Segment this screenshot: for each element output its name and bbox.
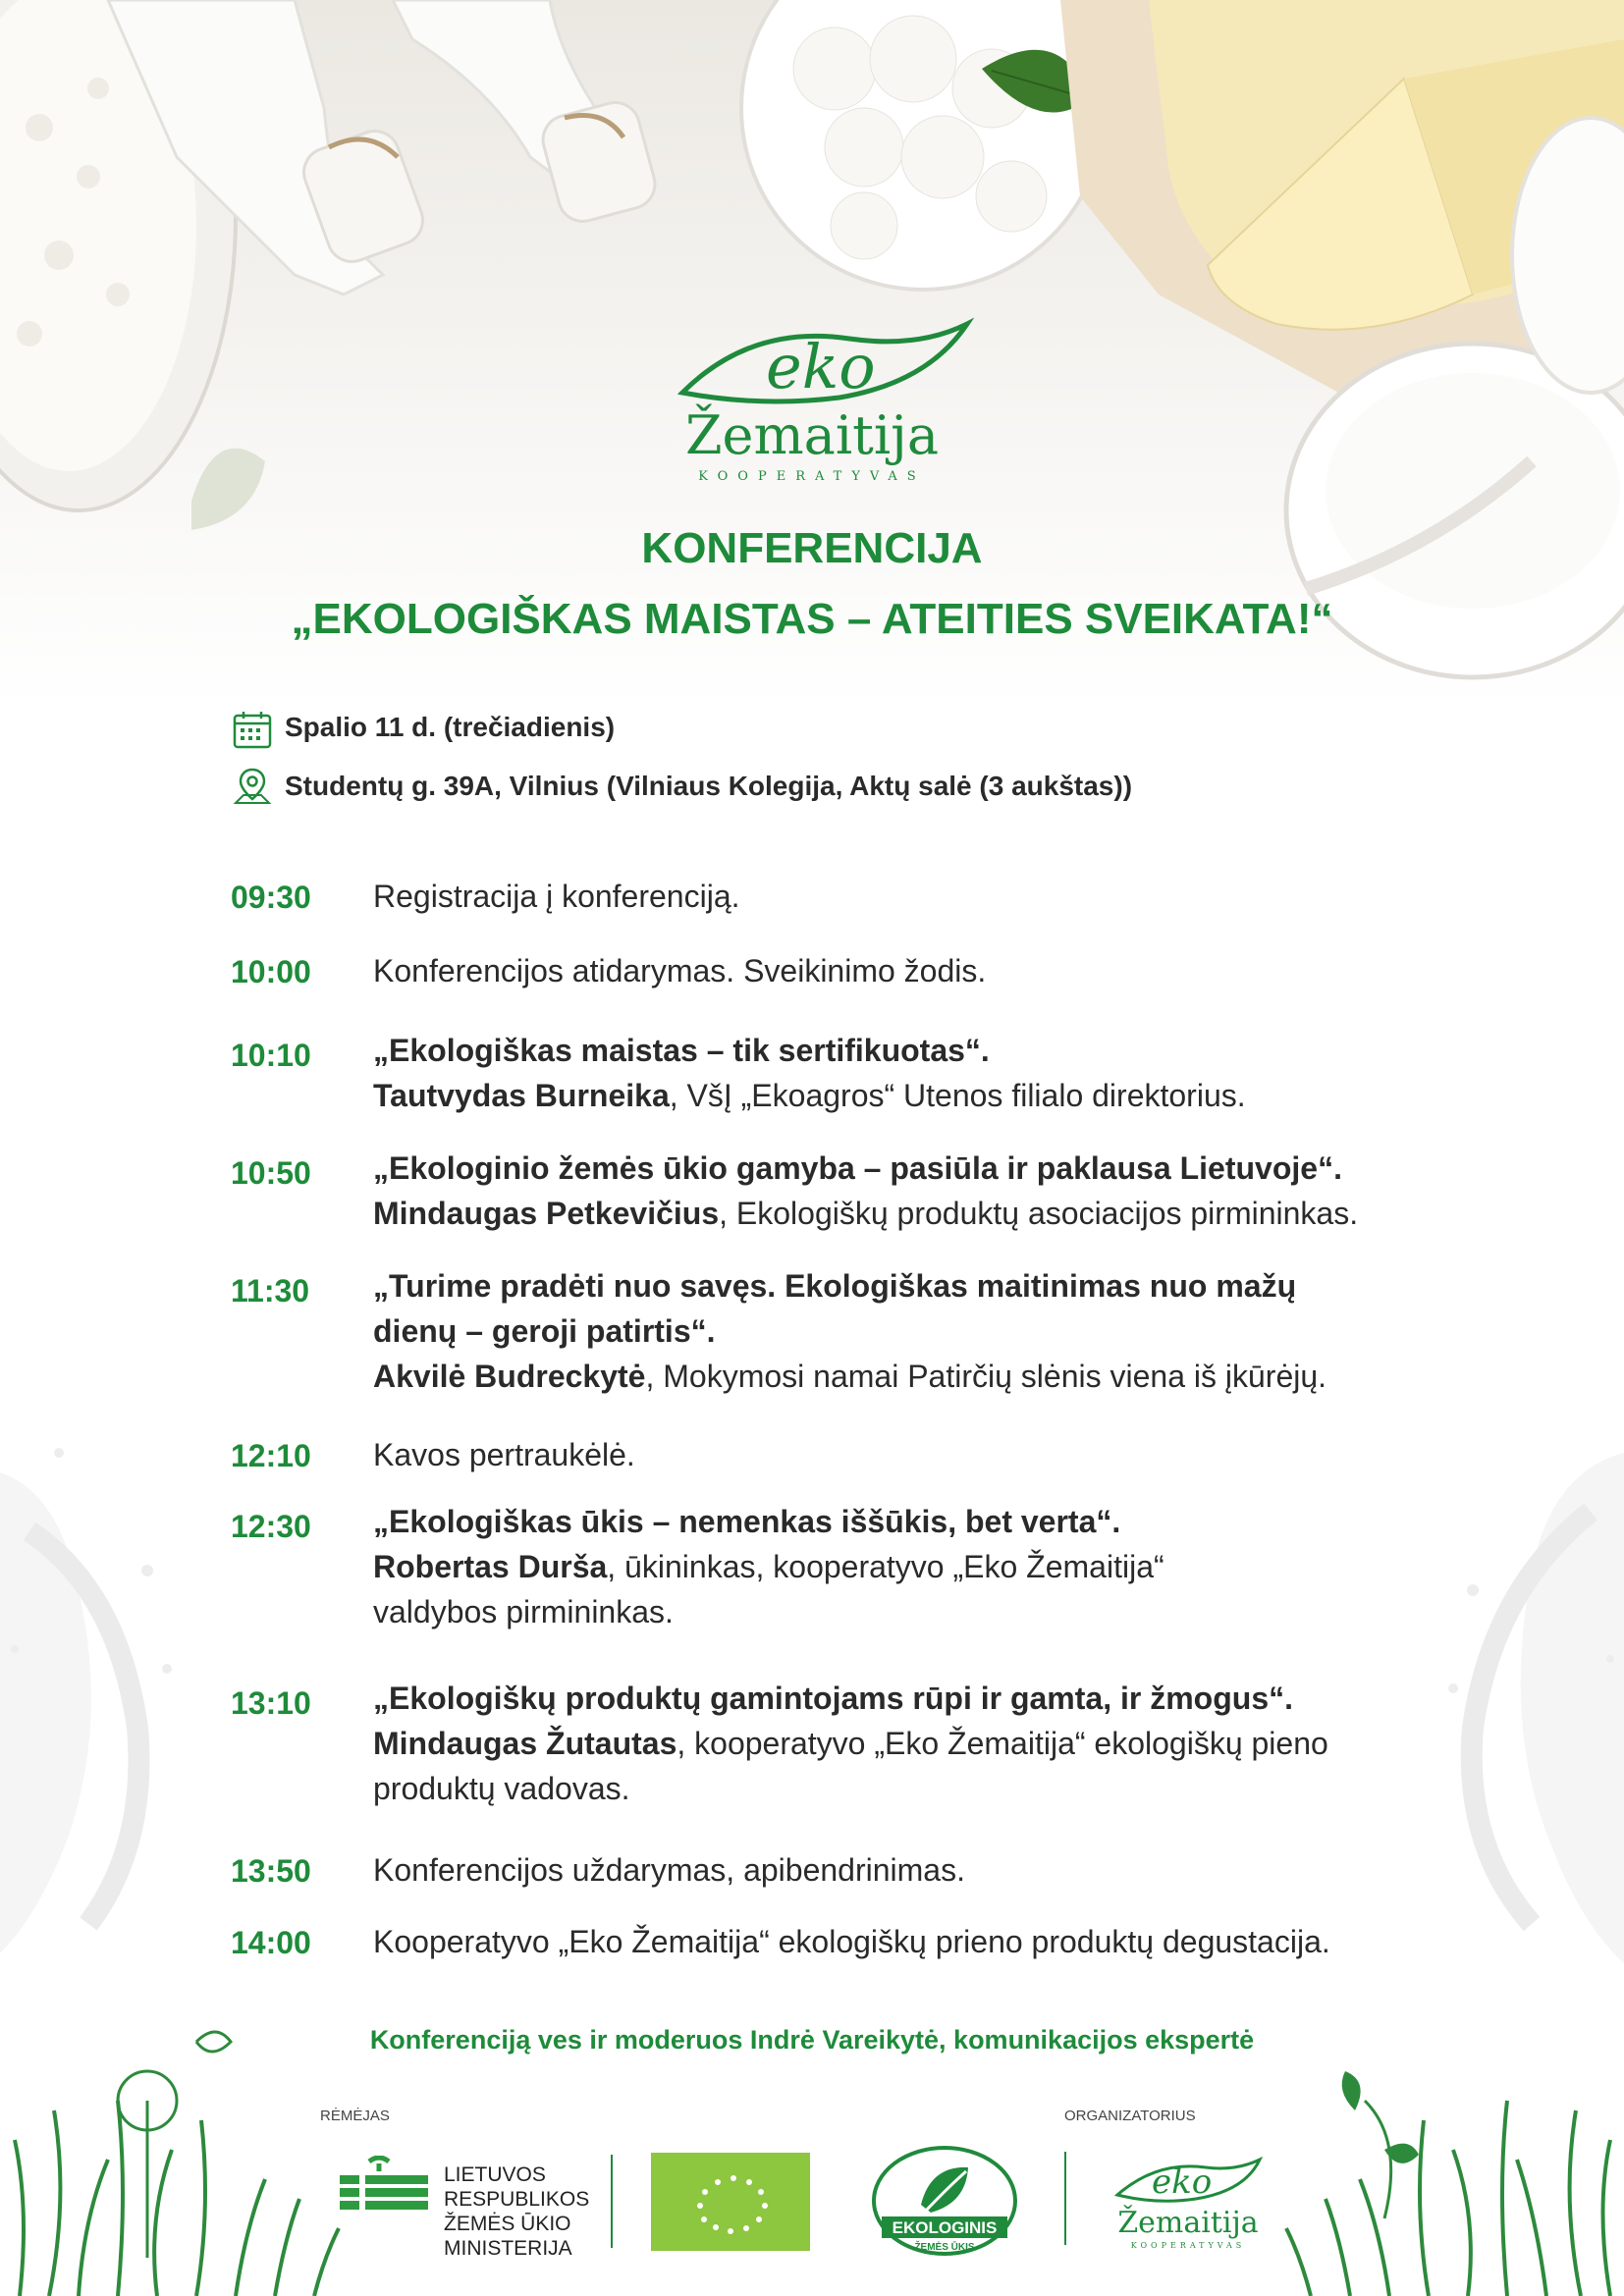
moderator-note: Konferenciją ves ir moderuos Indrė Vareikytė, komunikacijos ekspertė <box>369 2025 1255 2055</box>
eko-logo-script: eko <box>766 331 876 402</box>
agenda-speaker: Robertas Durša <box>373 1549 608 1584</box>
logo-brand-name: Žemaitija <box>684 404 940 466</box>
eco-badge-line1: EKOLOGINIS <box>892 2218 998 2237</box>
event-address: Studentų g. 39A, Vilnius (Vilniaus Kolegija, Aktų salė (3 aukštas)) <box>285 771 1133 801</box>
agenda-speaker: Mindaugas Žutautas <box>373 1726 677 1761</box>
agenda-item <box>373 1263 1551 1399</box>
agenda-item: Kavos pertraukėlė. <box>373 1437 635 1472</box>
milk-splash-left <box>0 1448 172 1953</box>
agenda-time: 11:30 <box>231 1273 310 1308</box>
grass-left <box>15 2032 339 2296</box>
agenda-item <box>373 1028 1551 1118</box>
org-logo-sub: KOOPERATYVAS <box>1130 2241 1246 2250</box>
agenda-item: Registracija į konferenciją. <box>373 879 740 914</box>
agenda-role-cont: produktų vadovas. <box>373 1771 630 1806</box>
agenda-time: 09:30 <box>231 880 311 915</box>
agenda-time: 10:00 <box>231 954 311 989</box>
logo-brand-sub: KOOPERATYVAS <box>698 469 926 484</box>
agenda-item: Konferencijos atidarymas. Sveikinimo žodis. <box>373 953 987 988</box>
ministry-logo-icon <box>340 2156 428 2220</box>
footer-divider <box>611 2155 613 2248</box>
agenda-role-cont: valdybos pirmininkas. <box>373 1594 674 1629</box>
agenda-item <box>373 1676 1551 1811</box>
agenda-item <box>373 1499 1551 1634</box>
footer-divider <box>1064 2152 1066 2245</box>
ecological-farming-badge <box>872 2146 1017 2256</box>
calendar-icon <box>232 709 273 750</box>
agenda-role: , Mokymosi namai Patirčių slėnis viena iš įkūrėjų. <box>645 1359 1327 1394</box>
agenda-role: , ūkininkas, kooperatyvo „Eko Žemaitija“ <box>607 1549 1164 1584</box>
eu-organic-leaf-logo <box>651 2153 810 2251</box>
location-pin-icon <box>232 766 273 807</box>
conference-subtitle: „EKOLOGIŠKAS MAISTAS – ATEITIES SVEIKATA!“ <box>291 595 1333 643</box>
agenda-time: 14:00 <box>231 1925 311 1960</box>
eko-logo-swoosh <box>673 314 982 412</box>
agenda-item: Konferencijos uždarymas, apibendrinimas. <box>373 1852 965 1888</box>
agenda-topic: „Turime pradėti nuo savęs. Ekologiškas maitinimas nuo mažų <box>373 1268 1297 1304</box>
agenda-speaker: Akvilė Budreckytė <box>373 1359 646 1394</box>
agenda-speaker: Mindaugas Petkevičius <box>373 1196 720 1231</box>
agenda-role: , Ekologiškų produktų asociacijos pirmininkas. <box>719 1196 1359 1231</box>
organizer-label: ORGANIZATORIUS <box>1064 2108 1196 2124</box>
organizer-logo <box>1098 2156 1274 2254</box>
agenda-topic-cont: dienų – geroji patirtis“. <box>373 1313 716 1349</box>
agenda-time: 12:10 <box>231 1438 311 1473</box>
eco-badge-line2: ŽEMĖS ŪKIS <box>914 2242 975 2253</box>
ministry-name: LIETUVOS RESPUBLIKOS ŽEMĖS ŪKIO MINISTERIJA <box>444 2163 590 2260</box>
org-logo-script: eko <box>1152 2163 1213 2202</box>
agenda-item <box>373 1146 1551 1236</box>
org-logo-name: Žemaitija <box>1117 2206 1259 2240</box>
agenda-topic: „Ekologinio žemės ūkio gamyba – pasiūla ir paklausa Lietuvoje“. <box>373 1150 1342 1186</box>
agenda-topic: „Ekologiškas ūkis – nemenkas iššūkis, bet verta“. <box>373 1504 1121 1539</box>
agenda-time: 10:10 <box>231 1038 311 1073</box>
grass-right <box>1286 2071 1610 2296</box>
agenda-speaker: Tautvydas Burneika <box>373 1078 670 1113</box>
agenda-time: 10:50 <box>231 1155 311 1191</box>
event-date: Spalio 11 d. (trečiadienis) <box>285 712 616 742</box>
agenda-role: , VšĮ „Ekoagros“ Utenos filialo direktorius. <box>669 1078 1246 1113</box>
agenda-role: , kooperatyvo „Eko Žemaitija“ ekologiškų pieno <box>677 1726 1328 1761</box>
agenda-time: 13:50 <box>231 1853 311 1889</box>
agenda-time: 12:30 <box>231 1509 311 1544</box>
agenda-time: 13:10 <box>231 1685 311 1721</box>
conference-title: KONFERENCIJA <box>641 524 983 572</box>
sponsor-label: RĖMĖJAS <box>320 2108 390 2124</box>
agenda-item: Kooperatyvo „Eko Žemaitija“ ekologiškų prieno produktų degustacija. <box>373 1924 1330 1959</box>
agenda-topic: „Ekologiškų produktų gamintojams rūpi ir gamta, ir žmogus“. <box>373 1681 1293 1716</box>
agenda-topic: „Ekologiškas maistas – tik sertifikuotas“. <box>373 1033 990 1068</box>
